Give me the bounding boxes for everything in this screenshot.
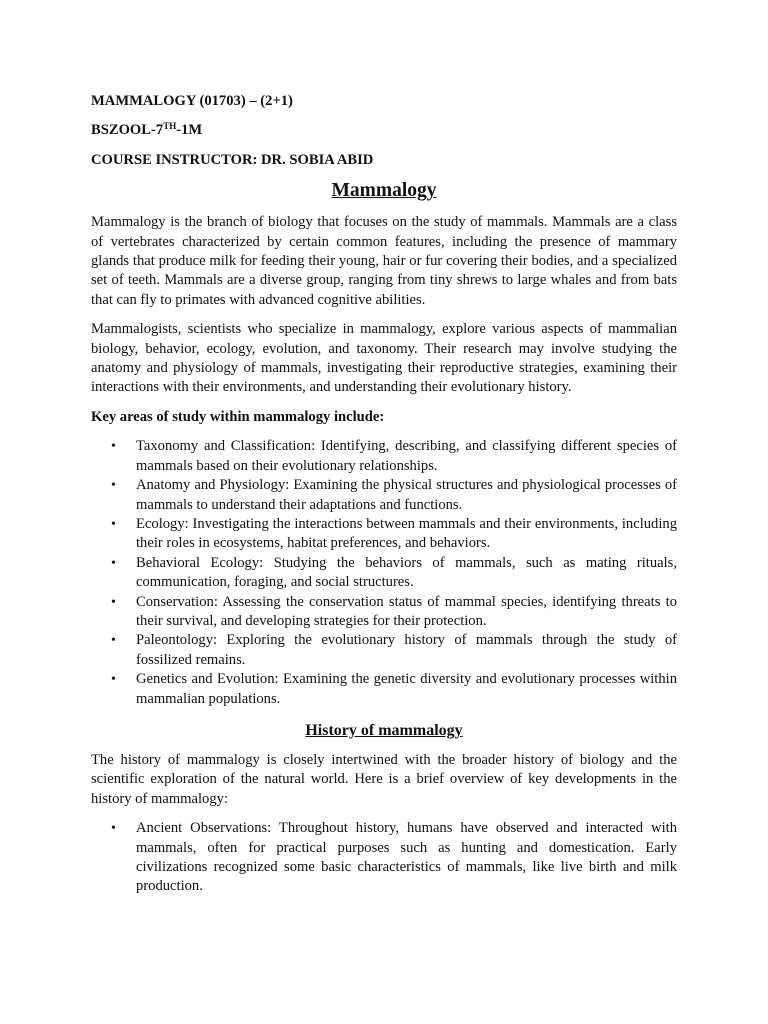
list-item-text: Genetics and Evolution: Examining the genetic diversity and evolutionary processes within mammalian populations. (136, 671, 677, 707)
course-code: MAMMALOGY (01703) – (2+1) (91, 93, 293, 109)
list-item (91, 476, 677, 515)
bullet-icon: • (111, 439, 116, 455)
list-item-text: Behavioral Ecology: Studying the behaviors of mammals, such as mating rituals, communication, foraging, and social structures. (136, 554, 677, 591)
list-item (91, 515, 677, 554)
key-areas-heading: Key areas of study within mammalogy include: (91, 408, 385, 425)
list-item-text: Ancient Observations: Throughout history, humans have observed and interacted with mammals, often for practical purposes such as hunting and domestication. Early civilizations recognized some basic characteristics of mammals, like live birth and milk production. (136, 820, 677, 895)
key-areas-list (91, 437, 677, 709)
document-title: Mammalogy (331, 180, 437, 202)
bullet-icon: • (111, 633, 116, 649)
document-body (91, 92, 677, 897)
bullet-icon: • (111, 821, 116, 837)
intro-paragraph: Mammalogy is the branch of biology that focuses on the study of mammals. Mammals are a class of vertebrates characterized by certain common features, including the presence of mammary glands that produce milk for feeding their young, hair or fur covering their bodies, and a specialized set of teeth. Mammals are a diverse group, ranging from tiny shrews to large whales and from bats that can fly to primates with advanced cognitive abilities. (91, 214, 677, 308)
list-item (91, 554, 677, 593)
list-item (91, 819, 677, 897)
program-prefix: BSZOOL-7 (91, 122, 164, 139)
list-item-text: Paleontology: Exploring the evolutionary history of mammals through the study of fossilized remains. (136, 632, 677, 668)
list-item-text: Conservation: Assessing the conservation status of mammal species, identifying threats to their survival, and developing strategies for their protection. (136, 593, 677, 629)
list-item-text: Taxonomy and Classification: Identifying, describing, and classifying different species of mammals based on their evolutionary relationships. (136, 438, 677, 474)
history-intro-paragraph: The history of mammalogy is closely intertwined with the broader history of biology and the scientific exploration of the natural world. Here is a brief overview of key developments in the history of mammalogy: (91, 751, 677, 807)
program-code (91, 121, 677, 140)
list-item (91, 437, 677, 476)
history-heading: History of mammalogy (305, 721, 463, 739)
course-instructor: COURSE INSTRUCTOR: DR. SOBIA ABID (91, 151, 374, 168)
bullet-icon: • (111, 555, 116, 571)
program-superscript: TH (163, 121, 177, 132)
bullet-icon: • (111, 516, 116, 532)
list-item-text: Anatomy and Physiology: Examining the physical structures and physiological processes of mammals to understand their adaptations and functions. (136, 477, 677, 513)
list-item-text: Ecology: Investigating the interactions between mammals and their environments, including their roles in ecosystems, habitat preferences, and behaviors. (136, 515, 677, 552)
history-list (91, 819, 677, 897)
program-suffix: -1M (176, 122, 203, 139)
bullet-icon: • (111, 594, 116, 610)
list-item (91, 631, 677, 670)
bullet-icon: • (111, 478, 116, 494)
bullet-icon: • (111, 672, 116, 688)
list-item (91, 670, 677, 709)
list-item (91, 593, 677, 632)
mammalogists-paragraph: Mammalogists, scientists who specialize in mammalogy, explore various aspects of mammalian biology, behavior, ecology, evolution, and taxonomy. Their research may involve studying the anatomy and physiology of mammals, investigating their reproductive strategies, examining their interactions with their environments, and understanding their evolutionary history. (91, 321, 677, 396)
